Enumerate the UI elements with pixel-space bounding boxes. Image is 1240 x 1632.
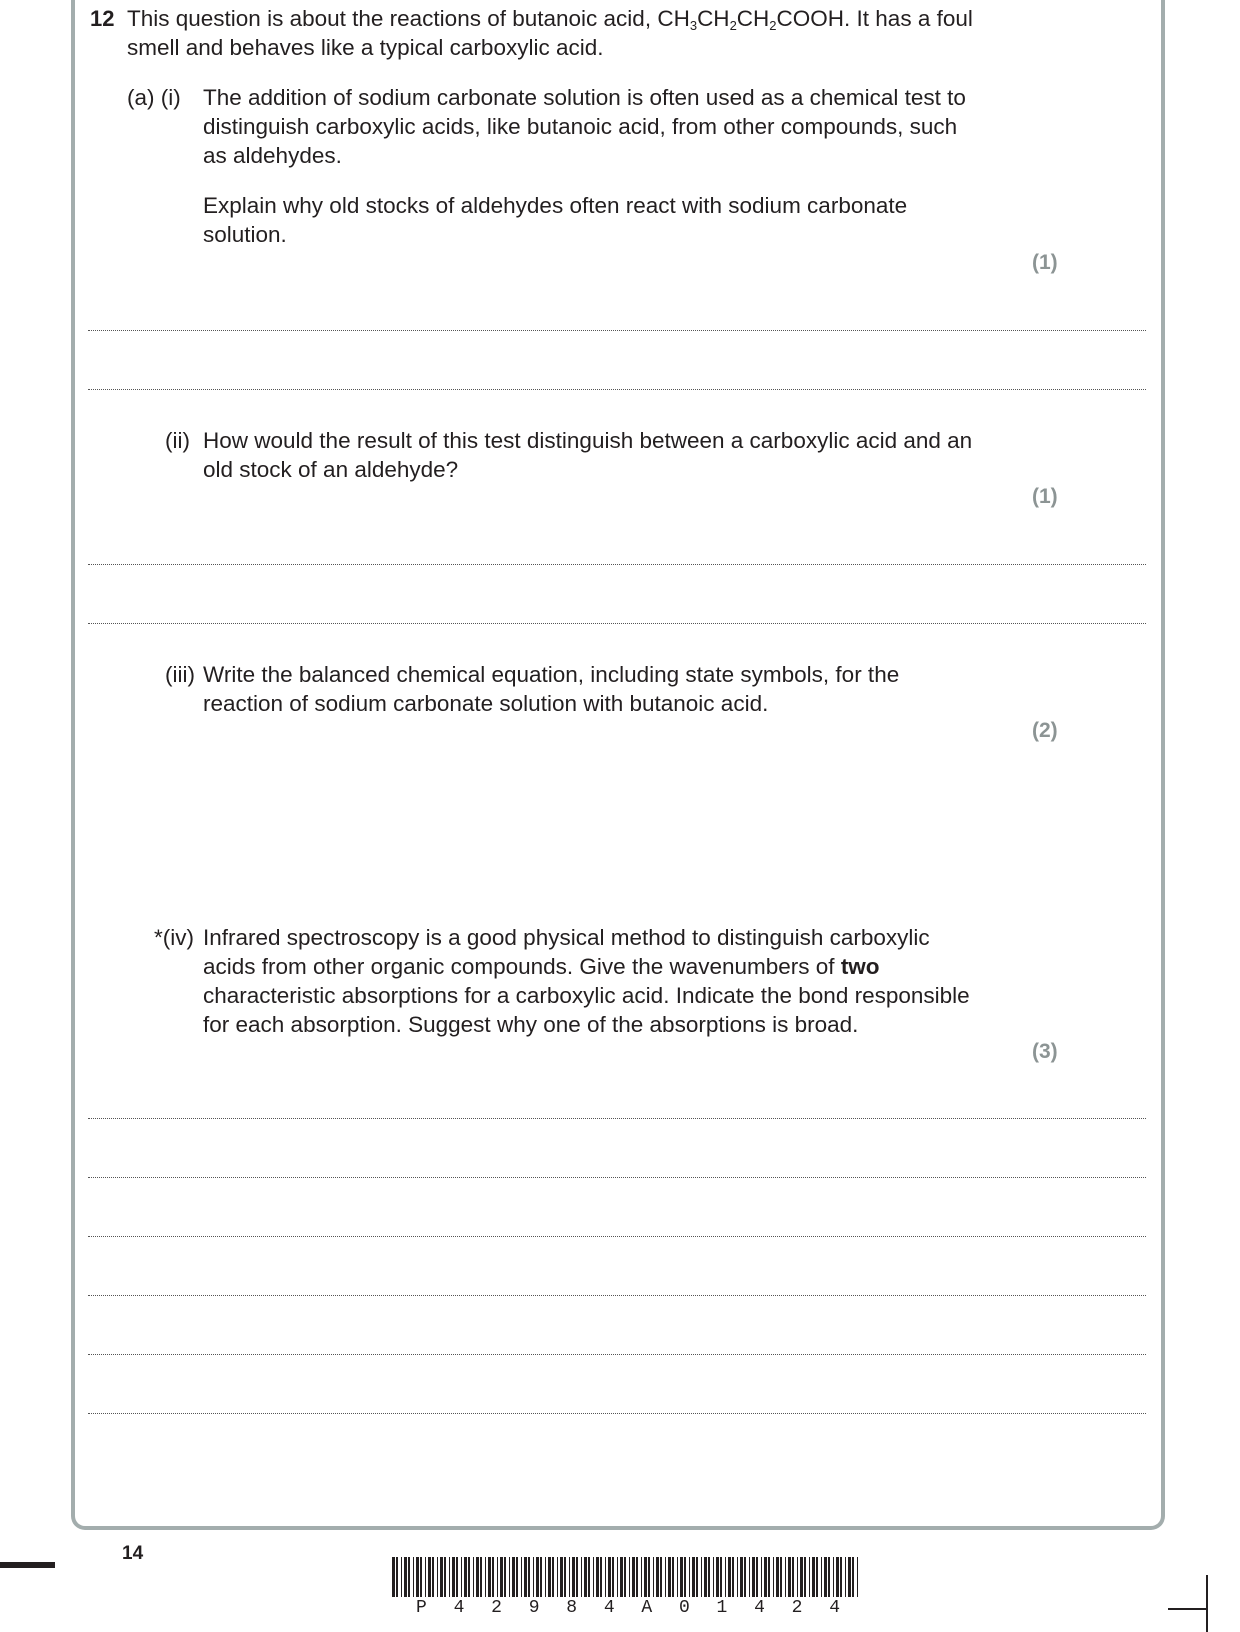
barcode-bar: [600, 1557, 602, 1597]
part-a-iv-line3: characteristic absorptions for a carboxylic acid. Indicate the bond responsible: [203, 983, 970, 1008]
barcode-char: 9: [528, 1598, 540, 1618]
crop-mark: [1168, 1608, 1208, 1610]
barcode-bar: [812, 1557, 815, 1597]
barcode-bar: [428, 1557, 431, 1597]
answer-line[interactable]: [88, 330, 1146, 331]
barcode-bar: [488, 1557, 491, 1597]
barcode-bar: [596, 1557, 599, 1597]
barcode-bar: [444, 1557, 446, 1597]
barcode-bar: [848, 1557, 851, 1597]
part-a-ii-line1: How would the result of this test distinguish between a carboxylic acid and an: [203, 428, 973, 453]
part-a-iv-line2: acids from other organic compounds. Give the wavenumbers of two: [203, 954, 880, 979]
barcode-bar: [608, 1557, 611, 1597]
barcode-bar: [660, 1557, 662, 1597]
barcode-bar: [392, 1557, 395, 1597]
part-a-iv-marks: (3): [1032, 1040, 1058, 1063]
barcode-bar: [437, 1557, 438, 1597]
barcode-bar: [416, 1557, 419, 1597]
barcode-bar: [761, 1557, 762, 1597]
barcode-bar: [720, 1557, 722, 1597]
barcode-bar: [845, 1557, 846, 1597]
barcode-bar: [536, 1557, 539, 1597]
barcode: [392, 1557, 862, 1597]
barcode-bar: [480, 1557, 482, 1597]
answer-line[interactable]: [88, 1413, 1146, 1414]
barcode-bar: [752, 1557, 755, 1597]
part-a-ii-label: (ii): [165, 428, 190, 453]
question-intro-line2: smell and behaves like a typical carboxylic acid.: [127, 35, 604, 60]
barcode-bar: [564, 1557, 566, 1597]
barcode-bar: [452, 1557, 455, 1597]
barcode-bar: [824, 1557, 827, 1597]
part-a-i-label: (a) (i): [127, 85, 181, 110]
barcode-bar: [773, 1557, 774, 1597]
barcode-bar: [644, 1557, 647, 1597]
barcode-bar: [581, 1557, 582, 1597]
answer-line[interactable]: [88, 1354, 1146, 1355]
barcode-bar: [684, 1557, 686, 1597]
barcode-bar: [756, 1557, 758, 1597]
part-a-i-line2: distinguish carboxylic acids, like butanoic acid, from other compounds, such: [203, 114, 958, 139]
barcode-bar: [776, 1557, 779, 1597]
barcode-bar: [500, 1557, 503, 1597]
part-a-iv-line1: Infrared spectroscopy is a good physical method to distinguish carboxylic: [203, 925, 930, 950]
barcode-bar: [548, 1557, 551, 1597]
barcode-bar: [677, 1557, 678, 1597]
part-a-iii-line1: Write the balanced chemical equation, including state symbols, for the: [203, 662, 900, 687]
barcode-bar: [509, 1557, 510, 1597]
barcode-bar: [624, 1557, 626, 1597]
barcode-bar: [828, 1557, 830, 1597]
barcode-bar: [768, 1557, 770, 1597]
barcode-bar: [404, 1557, 407, 1597]
barcode-bar: [545, 1557, 546, 1597]
barcode-text: [416, 1598, 840, 1618]
barcode-bar: [516, 1557, 518, 1597]
barcode-bar: [797, 1557, 798, 1597]
barcode-bar: [665, 1557, 666, 1597]
margin-bar: [0, 1562, 55, 1568]
barcode-bar: [692, 1557, 695, 1597]
barcode-bar: [800, 1557, 803, 1597]
answer-line[interactable]: [88, 564, 1146, 565]
barcode-bar: [744, 1557, 746, 1597]
part-a-i-marks: (1): [1032, 251, 1058, 274]
answer-line[interactable]: [88, 1295, 1146, 1296]
barcode-bar: [420, 1557, 422, 1597]
barcode-bar: [584, 1557, 587, 1597]
barcode-bar: [821, 1557, 822, 1597]
crop-mark: [1206, 1575, 1208, 1632]
barcode-char: 8: [566, 1598, 578, 1618]
barcode-bar: [557, 1557, 558, 1597]
barcode-bar: [833, 1557, 834, 1597]
barcode-bar: [632, 1557, 635, 1597]
barcode-bar: [749, 1557, 750, 1597]
barcode-bar: [440, 1557, 443, 1597]
barcode-bar: [588, 1557, 590, 1597]
barcode-bar: [540, 1557, 542, 1597]
barcode-char: 0: [678, 1598, 690, 1618]
barcode-bar: [629, 1557, 630, 1597]
barcode-char: 4: [829, 1598, 840, 1618]
barcode-bar: [728, 1557, 731, 1597]
barcode-bar: [792, 1557, 794, 1597]
answer-line[interactable]: [88, 623, 1146, 624]
part-a-ii-line2: old stock of an aldehyde?: [203, 457, 459, 482]
barcode-bar: [764, 1557, 767, 1597]
barcode-bar: [672, 1557, 674, 1597]
answer-line[interactable]: [88, 389, 1146, 390]
barcode-bar: [785, 1557, 786, 1597]
barcode-bar: [840, 1557, 842, 1597]
page-number: 14: [122, 1543, 144, 1564]
barcode-bar: [572, 1557, 575, 1597]
part-a-iii-marks: (2): [1032, 719, 1058, 742]
part-a-iv-label: *(iv): [154, 925, 194, 950]
barcode-bar: [668, 1557, 671, 1597]
barcode-char: 4: [453, 1598, 465, 1618]
barcode-bar: [617, 1557, 618, 1597]
barcode-bar: [737, 1557, 738, 1597]
barcode-bar: [552, 1557, 554, 1597]
part-a-ii-marks: (1): [1032, 485, 1058, 508]
barcode-bar: [636, 1557, 638, 1597]
barcode-bar: [696, 1557, 698, 1597]
barcode-bar: [788, 1557, 791, 1597]
barcode-bar: [401, 1557, 402, 1597]
barcode-bar: [716, 1557, 719, 1597]
barcode-bar: [656, 1557, 659, 1597]
barcode-bar: [476, 1557, 479, 1597]
answer-line[interactable]: [88, 1118, 1146, 1119]
part-a-i-line5: solution.: [203, 222, 287, 247]
barcode-bar: [432, 1557, 434, 1597]
barcode-bar: [852, 1557, 854, 1597]
barcode-bar: [521, 1557, 522, 1597]
equation-answer-space[interactable]: [88, 750, 1146, 910]
barcode-bar: [605, 1557, 606, 1597]
barcode-bar: [648, 1557, 650, 1597]
barcode-bar: [740, 1557, 743, 1597]
barcode-bar: [425, 1557, 426, 1597]
barcode-bar: [653, 1557, 654, 1597]
barcode-bar: [704, 1557, 707, 1597]
barcode-bar: [461, 1557, 462, 1597]
barcode-char: 2: [491, 1598, 502, 1618]
barcode-bar: [456, 1557, 458, 1597]
barcode-bar: [612, 1557, 614, 1597]
part-a-iii-label: (iii): [165, 662, 195, 687]
barcode-char: 4: [603, 1598, 615, 1618]
barcode-bar: [569, 1557, 570, 1597]
barcode-bar: [473, 1557, 474, 1597]
barcode-bar: [492, 1557, 494, 1597]
barcode-bar: [780, 1557, 782, 1597]
barcode-bar: [809, 1557, 810, 1597]
barcode-bar: [725, 1557, 726, 1597]
barcode-char: A: [641, 1598, 653, 1618]
barcode-bar: [468, 1557, 470, 1597]
barcode-bar: [560, 1557, 563, 1597]
barcode-bar: [620, 1557, 623, 1597]
part-a-iii-line2: reaction of sodium carbonate solution with butanoic acid.: [203, 691, 769, 716]
answer-line[interactable]: [88, 1236, 1146, 1237]
barcode-bar: [836, 1557, 839, 1597]
barcode-bar: [449, 1557, 450, 1597]
barcode-bar: [464, 1557, 467, 1597]
answer-line[interactable]: [88, 1177, 1146, 1178]
barcode-bar: [485, 1557, 486, 1597]
question-intro-line1: This question is about the reactions of butanoic acid, $CH_3CH_2CH_2COOH$. It has a foul: [127, 6, 973, 33]
barcode-bar: [816, 1557, 818, 1597]
barcode-bar: [396, 1557, 398, 1597]
barcode-bar: [713, 1557, 714, 1597]
barcode-char: 4: [754, 1598, 765, 1618]
part-a-iv-line4: for each absorption. Suggest why one of the absorptions is broad.: [203, 1012, 859, 1037]
barcode-bar: [528, 1557, 530, 1597]
barcode-bar: [524, 1557, 527, 1597]
barcode-bar: [533, 1557, 534, 1597]
barcode-bar: [408, 1557, 410, 1597]
part-a-i-line4: Explain why old stocks of aldehydes often react with sodium carbonate: [203, 193, 908, 218]
barcode-char: P: [416, 1598, 427, 1618]
barcode-char: 2: [791, 1598, 803, 1618]
barcode-bar: [512, 1557, 515, 1597]
barcode-bar: [504, 1557, 506, 1597]
barcode-bar: [593, 1557, 594, 1597]
barcode-bar: [732, 1557, 734, 1597]
barcode-bar: [641, 1557, 642, 1597]
barcode-bar: [701, 1557, 702, 1597]
question-number: 12: [90, 6, 115, 31]
barcode-bar: [689, 1557, 690, 1597]
barcode-bar: [857, 1557, 858, 1597]
barcode-bar: [804, 1557, 806, 1597]
barcode-bar: [680, 1557, 683, 1597]
part-a-i-line3: as aldehydes.: [203, 143, 342, 168]
barcode-bar: [708, 1557, 710, 1597]
part-a-i-line1: The addition of sodium carbonate solution is often used as a chemical test to: [203, 85, 966, 110]
barcode-bar: [497, 1557, 498, 1597]
barcode-bar: [413, 1557, 414, 1597]
barcode-char: 1: [716, 1598, 728, 1618]
barcode-bar: [576, 1557, 578, 1597]
